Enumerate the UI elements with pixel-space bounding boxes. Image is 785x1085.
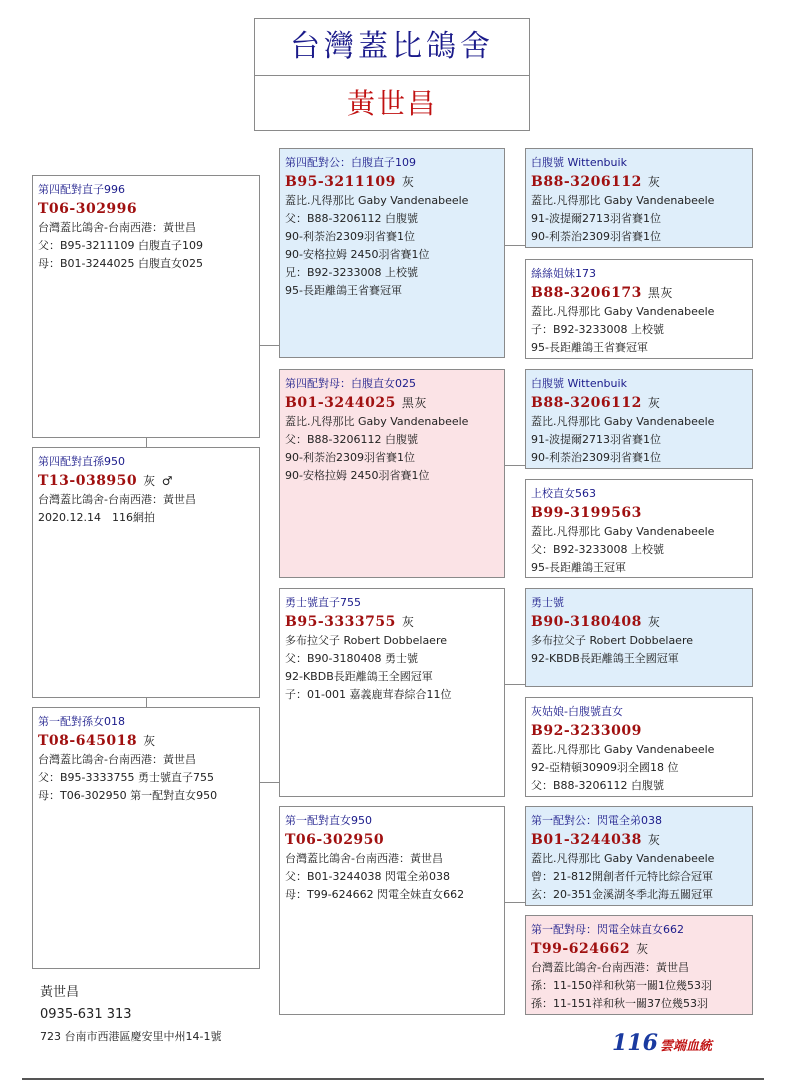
info-line: 多布拉父子 Robert Dobbelaere	[285, 634, 448, 647]
info-line: 父：B92-3233008 上校號	[531, 543, 664, 556]
connector-line	[259, 782, 279, 783]
info-line: 玄：20-351金溪湖冬季北海五關冠軍	[531, 888, 713, 901]
info-line: 90-利荼治2309羽省賽1位	[285, 230, 415, 243]
plumage-color: 黑灰	[401, 396, 427, 410]
info-line: 90-利荼治2309羽省賽1位	[285, 451, 415, 464]
pigeon-name: 第一配對母：閃電全妹直女662	[531, 923, 684, 936]
pigeon-name: 白腹號 Wittenbuik	[531, 156, 627, 169]
info-line: 曾：21-812開創者仟元特比綜合冠軍	[531, 870, 713, 883]
ring-number: B95-3211109 灰	[285, 174, 415, 190]
info-line: 蓋比.凡得那比 Gaby Vandenabeele	[285, 415, 469, 428]
pigeon-name: 第一配對直女950	[285, 814, 372, 827]
info-line: 母：T99-624662 閃電全妹直女662	[285, 888, 465, 901]
pigeon-name: 第四配對公：白腹直子109	[285, 156, 416, 169]
subject-card[interactable]	[32, 447, 260, 698]
ring-number: B88-3206112 灰	[531, 395, 661, 411]
sire-sire-card[interactable]	[279, 148, 505, 358]
plumage-color: 灰	[647, 175, 661, 189]
info-line: 父：B88-3206112 白腹號	[285, 433, 418, 446]
ring-number: B95-3333755 灰	[285, 614, 415, 630]
dss-card[interactable]	[525, 588, 753, 687]
owner-title: 黃世昌	[346, 87, 437, 120]
owner-address: 723 台南市西港區慶安里中州14-1號	[40, 1030, 222, 1043]
sds-card[interactable]	[525, 369, 753, 469]
sire-dam-card[interactable]	[279, 369, 505, 578]
plumage-color: 灰	[401, 615, 415, 629]
info-line: 台灣蓋比鴿舍-台南西港：黃世昌	[38, 221, 196, 234]
info-line: 子：01-001 嘉義鹿茸春綜合11位	[285, 688, 452, 701]
info-line: 90-利荼治2309羽省賽1位	[531, 230, 661, 243]
pigeon-name: 白腹號 Wittenbuik	[531, 377, 627, 390]
info-line: 父：B01-3244038 閃電全弟038	[285, 870, 450, 883]
plumage-color: 灰	[647, 833, 661, 847]
dsd-card[interactable]	[525, 697, 753, 797]
info-line: 子：B92-3233008 上校號	[531, 323, 664, 336]
pigeon-name: 第四配對直孫950	[38, 455, 125, 468]
info-line: 台灣蓋比鴿舍-台南西港：黃世昌	[38, 493, 196, 506]
owner-info	[40, 982, 221, 1048]
pigeon-name: 第四配對母：白腹直女025	[285, 377, 416, 390]
info-line: 95-長距離鴿王省賽冠軍	[531, 341, 648, 354]
pigeon-name: 勇士號	[531, 596, 564, 609]
brand-logo	[612, 1030, 712, 1056]
info-line: 母：B01-3244025 白腹直女025	[38, 257, 203, 270]
ring-number: B88-3206112 灰	[531, 174, 661, 190]
connector-line	[504, 245, 525, 246]
owner-phone: 0935-631 313	[40, 1007, 132, 1022]
ring-number: B01-3244025 黑灰	[285, 395, 427, 411]
pigeon-name: 絲絲姐妹173	[531, 267, 596, 280]
info-line: 台灣蓋比鴿舍-台南西港：黃世昌	[531, 961, 689, 974]
connector-line	[504, 465, 525, 466]
pigeon-name: 灰姑娘-白腹號直女	[531, 705, 623, 718]
connector-line	[504, 902, 525, 903]
pigeon-name: 第四配對直子996	[38, 183, 125, 196]
info-line: 兄：B92-3233008 上校號	[285, 266, 418, 279]
info-line: 91-波提爾2713羽省賽1位	[531, 433, 661, 446]
ring-number: B90-3180408 灰	[531, 614, 661, 630]
ring-number: T13-038950 灰 ♂	[38, 473, 173, 489]
connector-line	[504, 684, 525, 685]
ring-number: T06-302996	[38, 201, 138, 217]
plumage-color: 黑灰	[647, 286, 673, 300]
info-line: 孫：11-151祥和秋一關37位幾53羽	[531, 997, 708, 1010]
plumage-color: 灰	[647, 615, 661, 629]
info-line: 92-KBDB長距離鴿王全國冠軍	[531, 652, 679, 665]
info-line: 多布拉父子 Robert Dobbelaere	[531, 634, 694, 647]
pigeon-name: 勇士號直子755	[285, 596, 361, 609]
ssd-card[interactable]	[525, 259, 753, 359]
pigeon-name: 第一配對公：閃電全弟038	[531, 814, 662, 827]
info-line: 蓋比.凡得那比 Gaby Vandenabeele	[531, 305, 715, 318]
info-line: 92-KBDB長距離鴿王全國冠軍	[285, 670, 433, 683]
info-line: 蓋比.凡得那比 Gaby Vandenabeele	[531, 525, 715, 538]
info-line: 90-安格拉姆 2450羽省賽1位	[285, 469, 430, 482]
ring-number: T06-302950	[285, 832, 385, 848]
info-line: 蓋比.凡得那比 Gaby Vandenabeele	[285, 194, 469, 207]
info-line: 父：B88-3206112 白腹號	[285, 212, 418, 225]
info-line: 2020.12.14 116網拍	[38, 511, 155, 524]
sdd-card[interactable]	[525, 479, 753, 578]
plumage-color: 灰	[636, 942, 649, 956]
info-line: 95-長距離鴿王冠軍	[531, 561, 626, 574]
plumage-color: 灰	[143, 474, 156, 488]
info-line: 蓋比.凡得那比 Gaby Vandenabeele	[531, 194, 715, 207]
pigeon-name: 上校直女563	[531, 487, 596, 500]
plumage-color: 灰	[143, 734, 156, 748]
info-line: 90-安格拉姆 2450羽省賽1位	[285, 248, 430, 261]
dds-card[interactable]	[525, 806, 753, 906]
info-line: 孫：11-150祥和秋第一關1位幾53羽	[531, 979, 712, 992]
dam-card[interactable]	[32, 707, 260, 969]
info-line: 92-亞精頓30909羽全國18 位	[531, 761, 679, 774]
info-line: 蓋比.凡得那比 Gaby Vandenabeele	[531, 415, 715, 428]
connector-line	[146, 697, 147, 707]
info-line: 91-波提爾2713羽省賽1位	[531, 212, 661, 225]
male-sex-icon: ♂	[161, 474, 173, 488]
loft-title: 台灣蓋比鴿舍	[255, 19, 529, 76]
bottom-divider	[22, 1078, 764, 1080]
info-line: 台灣蓋比鴿舍-台南西港：黃世昌	[38, 753, 196, 766]
info-line: 父：B95-3333755 勇士號直子755	[38, 771, 214, 784]
dam-sire-card[interactable]	[279, 588, 505, 797]
info-line: 父：B88-3206112 白腹號	[531, 779, 664, 792]
connector-line	[259, 345, 279, 346]
ring-number: T08-645018 灰	[38, 733, 156, 749]
info-line: 蓋比.凡得那比 Gaby Vandenabeele	[531, 852, 715, 865]
logo-number: 116	[612, 1030, 658, 1056]
info-line: 蓋比.凡得那比 Gaby Vandenabeele	[531, 743, 715, 756]
info-line: 父：B95-3211109 白腹直子109	[38, 239, 203, 252]
info-line: 台灣蓋比鴿舍-台南西港：黃世昌	[285, 852, 443, 865]
ddd-card[interactable]	[525, 915, 753, 1015]
ring-number: B01-3244038 灰	[531, 832, 661, 848]
info-line: 90-利荼治2309羽省賽1位	[531, 451, 661, 464]
header-box	[254, 18, 530, 131]
sss-card[interactable]	[525, 148, 753, 248]
ring-number: B99-3199563	[531, 505, 642, 521]
dam-dam-card[interactable]	[279, 806, 505, 1015]
ring-number: T99-624662 灰	[531, 941, 649, 957]
ring-number: B88-3206173 黑灰	[531, 285, 673, 301]
connector-line	[146, 437, 147, 447]
ring-number: B92-3233009	[531, 723, 642, 739]
info-line: 95-長距離鴿王省賽冠軍	[285, 284, 402, 297]
sire-card[interactable]	[32, 175, 260, 438]
owner-name: 黃世昌	[40, 985, 80, 1000]
plumage-color: 灰	[401, 175, 415, 189]
info-line: 父：B90-3180408 勇士號	[285, 652, 418, 665]
info-line: 母：T06-302950 第一配對直女950	[38, 789, 218, 802]
plumage-color: 灰	[647, 396, 661, 410]
logo-text: 雲端血統	[659, 1039, 712, 1054]
pigeon-name: 第一配對孫女018	[38, 715, 125, 728]
